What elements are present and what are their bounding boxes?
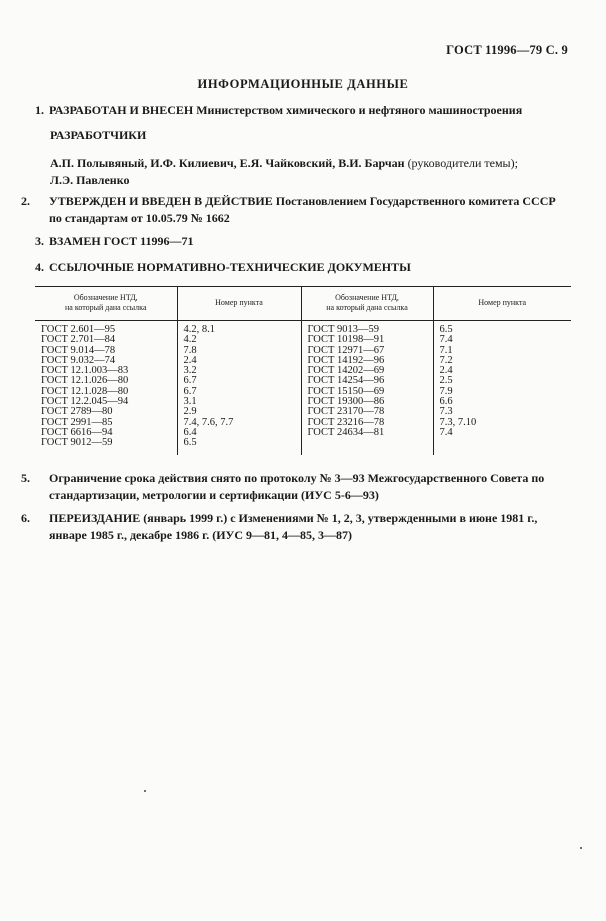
section-4-heading: ССЫЛОЧНЫЕ НОРМАТИВНО-ТЕХНИЧЕСКИЕ ДОКУМЕНТЫ <box>49 260 411 274</box>
table-row <box>35 321 571 336</box>
col-header-clause-1: Номер пункта <box>177 287 301 321</box>
document-title: ИНФОРМАЦИОННЫЕ ДАННЫЕ <box>197 77 409 91</box>
cell-clause-right: 6.5 <box>433 321 571 336</box>
section-6-number: 6. <box>21 511 30 525</box>
cell-ntd-left: ГОСТ 9.032—74 <box>41 354 116 366</box>
section-6-heading: ПЕРЕИЗДАНИЕ <box>49 511 141 525</box>
cell-clause-left: 6.7 <box>177 376 301 386</box>
cell-clause-right: 7.4 <box>433 428 571 438</box>
cell-clause-right: 6.6 <box>433 397 571 407</box>
table-row <box>35 397 571 407</box>
developers-names: А.П. Полывяный, И.Ф. Килиевич, Е.Я. Чайковский, В.И. Барчан <box>50 156 405 170</box>
cell-clause-right: 7.3, 7.10 <box>433 418 571 428</box>
cell-ntd-right: ГОСТ 14192—96 <box>301 356 433 366</box>
col-header-clause-2: Номер пункта <box>433 287 571 321</box>
cell-clause-left: 2.4 <box>177 356 301 366</box>
cell-ntd-left: ГОСТ 6616—94 <box>41 426 113 438</box>
section-3-number: 3. <box>35 234 44 248</box>
cell-clause-left: 6.4 <box>177 428 301 438</box>
cell-ntd-right: ГОСТ 19300—86 <box>301 397 433 407</box>
cell-ntd-left: ГОСТ 2.601—95 <box>41 324 116 335</box>
section-2-text: Постановлением Государственного комитета СССР по стандартам от 10.05.79 № 1662 <box>49 194 556 225</box>
section-1-text: Министерством химического и нефтяного машиностроения <box>193 103 523 117</box>
developers-list <box>50 155 570 189</box>
section-5-number: 5. <box>21 471 30 485</box>
cell-clause-left: 4.2 <box>177 335 301 345</box>
cell-clause-left: 7.4, 7.6, 7.7 <box>177 418 301 428</box>
references-table <box>35 286 571 455</box>
section-3 <box>35 233 570 250</box>
cell-ntd-left: ГОСТ 12.1.026—80 <box>41 375 129 387</box>
cell-ntd-right: ГОСТ 23216—78 <box>301 418 433 428</box>
cell-clause-right: 7.4 <box>433 335 571 345</box>
table-header-row <box>35 287 571 321</box>
section-1 <box>35 102 570 119</box>
cell-clause-right: 7.1 <box>433 346 571 356</box>
section-5 <box>21 470 570 504</box>
section-1-heading: РАЗРАБОТАН И ВНЕСЕН <box>49 103 194 117</box>
cell-ntd-right: ГОСТ 12971—67 <box>301 346 433 356</box>
cell-clause-left: 3.2 <box>177 366 301 376</box>
cell-clause-left: 3.1 <box>177 397 301 407</box>
cell-ntd-right: ГОСТ 15150—69 <box>301 387 433 397</box>
cell-clause-right <box>433 438 571 454</box>
cell-ntd-right: ГОСТ 9013—59 <box>301 321 433 336</box>
cell-ntd-left: ГОСТ 2789—80 <box>41 406 113 418</box>
cell-ntd-right: ГОСТ 10198—91 <box>301 335 433 345</box>
section-5-text: Ограничение срока действия снято по протоколу № 3—93 Межгосударственного Совета по стандартизации, метрологии и сертификации (ИУС 5-6—93) <box>49 471 545 502</box>
developers-role: (руководители темы); <box>404 156 518 170</box>
cell-clause-right: 2.5 <box>433 376 571 386</box>
section-6-text: (январь 1999 г.) с Изменениями № 1, 2, 3, утвержденными в июне 1981 г., январе 1985 г., декабре 1986 г. (ИУС 9—81, 4—85, 3—87) <box>49 511 538 542</box>
cell-clause-left: 6.7 <box>177 387 301 397</box>
cell-ntd-right: ГОСТ 14202—69 <box>301 366 433 376</box>
cell-ntd-left: ГОСТ 9.014—78 <box>41 344 116 356</box>
scan-speck <box>144 790 146 792</box>
cell-clause-right: 2.4 <box>433 366 571 376</box>
cell-clause-left: 7.8 <box>177 346 301 356</box>
section-2-heading: УТВЕРЖДЕН И ВВЕДЕН В ДЕЙСТВИЕ <box>49 194 273 208</box>
table-row <box>35 418 571 428</box>
section-2-number: 2. <box>21 194 30 208</box>
table-row <box>35 335 571 345</box>
col-header-ntd-2: Обозначение НТД, на который дана ссылка <box>301 287 433 321</box>
cell-ntd-left: ГОСТ 12.2.045—94 <box>41 396 129 408</box>
page-header: ГОСТ 11996—79 С. 9 <box>446 43 568 57</box>
col-header-ntd-1: Обозначение НТД, на который дана ссылка <box>35 287 177 321</box>
cell-clause-left: 4.2, 8.1 <box>177 321 301 336</box>
cell-clause-right: 7.3 <box>433 407 571 417</box>
developers-heading: РАЗРАБОТЧИКИ <box>50 128 147 142</box>
cell-clause-right: 7.2 <box>433 356 571 366</box>
table-row <box>35 428 571 438</box>
cell-ntd-right: ГОСТ 23170—78 <box>301 407 433 417</box>
cell-ntd-left: ГОСТ 12.1.003—83 <box>41 365 129 377</box>
cell-ntd-left: ГОСТ 9012—59 <box>41 437 113 449</box>
cell-ntd-left: ГОСТ 12.1.028—80 <box>41 385 129 397</box>
cell-ntd-left: ГОСТ 2991—85 <box>41 416 113 428</box>
section-6 <box>21 510 570 544</box>
scan-speck <box>580 847 582 849</box>
cell-ntd-right: ГОСТ 14254—96 <box>301 376 433 386</box>
section-3-heading: ВЗАМЕН ГОСТ 11996—71 <box>49 234 194 248</box>
section-4 <box>35 259 570 276</box>
cell-clause-left: 2.9 <box>177 407 301 417</box>
developers-names-2: Л.Э. Павленко <box>50 173 130 187</box>
table-row <box>35 438 571 454</box>
cell-clause-right: 7.9 <box>433 387 571 397</box>
section-4-number: 4. <box>35 260 44 274</box>
cell-clause-left: 6.5 <box>177 438 301 454</box>
table-row <box>35 407 571 417</box>
table-body <box>35 321 571 455</box>
table-row <box>35 346 571 356</box>
cell-ntd-right <box>301 438 433 454</box>
cell-ntd-right: ГОСТ 24634—81 <box>301 428 433 438</box>
section-1-number: 1. <box>35 103 44 117</box>
section-2 <box>21 193 570 227</box>
cell-ntd-left: ГОСТ 2.701—84 <box>41 334 116 346</box>
